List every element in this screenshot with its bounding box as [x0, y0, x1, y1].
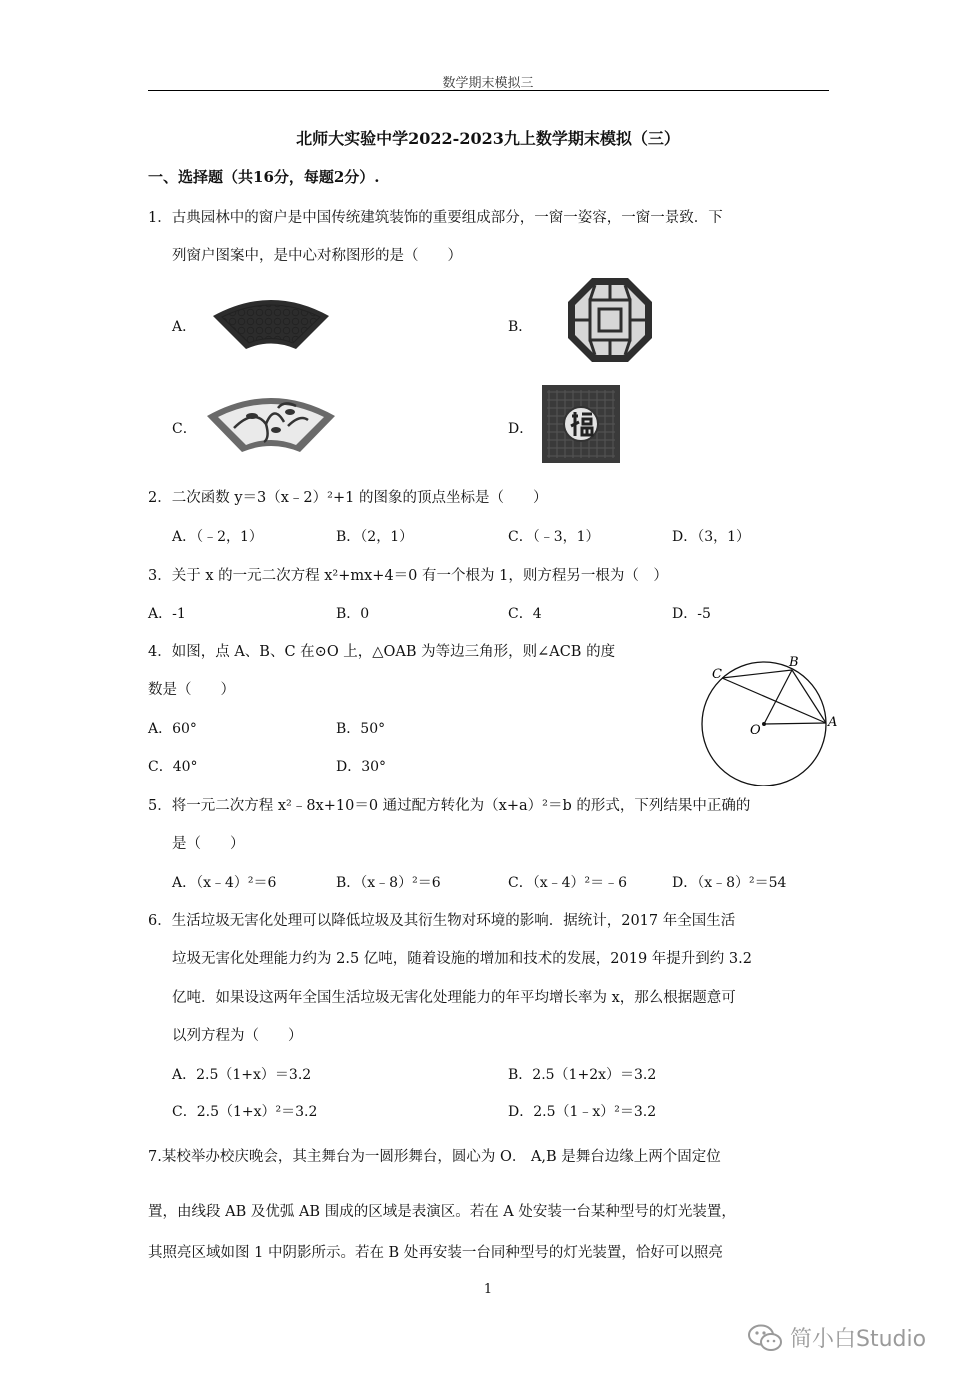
page-number: 1	[483, 1282, 493, 1297]
q1-octagon-window-figure	[566, 276, 654, 364]
q6-option-c: C．2.5（1+x）²＝3.2	[172, 1104, 318, 1120]
q6-line3: 亿吨．如果设这两年全国生活垃圾无害化处理能力的年平均增长率为 x，那么根据题意可	[172, 990, 736, 1006]
q6-option-d: D．2.5（1﹣x）²＝3.2	[508, 1104, 657, 1120]
q1-option-c-label: C．	[172, 421, 197, 437]
label-b: B	[789, 655, 799, 670]
q1-fan-flower-window-figure	[204, 386, 338, 456]
section-heading: 一、选择题（共16分，每题2分）.	[148, 168, 380, 186]
q4-option-d: D．30°	[336, 759, 387, 775]
q5-option-a: A．（x﹣4）²＝6	[172, 875, 277, 891]
q4-circle-figure	[698, 654, 838, 786]
segment-ob	[764, 670, 792, 724]
q5-option-c: C．（x﹣4）²＝﹣6	[508, 875, 628, 891]
paper-title: 北师大实验中学2022-2023九上数学期末模拟（三）	[296, 129, 680, 148]
wechat-icon	[748, 1324, 782, 1352]
q3-option-d: D．-5	[672, 606, 711, 622]
q2-option-a: A．（﹣2，1）	[172, 529, 263, 545]
segment-ca	[722, 678, 826, 723]
q1-option-d-label: D．	[508, 421, 534, 437]
watermark-text: 简小白Studio	[790, 1327, 927, 1352]
center-point	[762, 722, 766, 726]
q6-line4: 以列方程为（ ）	[172, 1028, 303, 1044]
q4-line1: 4．如图，点 A、B、C 在⊙O 上，△OAB 为等边三角形，则∠ACB 的度	[148, 644, 616, 660]
q2-option-d: D．（3，1）	[672, 529, 751, 545]
q2-option-c: C．（﹣3，1）	[508, 529, 600, 545]
q3-option-c: C．4	[508, 606, 542, 622]
q1-line2: 列窗户图案中，是中心对称图形的是（ ）	[172, 248, 462, 264]
q4-option-b: B．50°	[336, 721, 386, 737]
q7-line1: 7.某校举办校庆晚会，其主舞台为一圆形舞台，圆心为 O． A,B 是舞台边缘上两个固定位	[148, 1149, 721, 1165]
label-o: O	[750, 723, 761, 738]
q1-line1: 1．古典园林中的窗户是中国传统建筑装饰的重要组成部分，一窗一姿容，一窗一景致．下	[148, 210, 723, 226]
q4-option-a: A．60°	[148, 721, 197, 737]
q5-line2: 是（ ）	[172, 836, 245, 852]
q6-option-b: B．2.5（1+2x）＝3.2	[508, 1067, 657, 1083]
segment-oa	[764, 723, 826, 724]
q5-line1: 5．将一元二次方程 x²﹣8x+10＝0 通过配方转化为（x+a）²＝b 的形式，下列结果中正确的	[148, 798, 751, 814]
q3-question: 3．关于 x 的一元二次方程 x²+mx+4＝0 有一个根为 1，则方程另一根为（ ）	[148, 568, 668, 584]
q6-line2: 垃圾无害化处理能力约为 2.5 亿吨，随着设施的增加和技术的发展，2019 年提升到约 3.2	[172, 951, 752, 967]
q3-option-b: B．0	[336, 606, 370, 622]
q3-option-a: A．-1	[148, 606, 186, 622]
q1-option-a-label: A．	[172, 319, 197, 335]
watermark	[748, 1322, 926, 1353]
header-rule	[148, 90, 829, 91]
q1-square-fu-window-figure	[541, 384, 621, 464]
q4-option-c: C．40°	[148, 759, 198, 775]
q1-option-b-label: B．	[508, 319, 533, 335]
q2-question: 2．二次函数 y＝3（x﹣2）²+1 的图象的顶点坐标是（ ）	[148, 490, 548, 506]
running-header: 数学期末模拟三	[442, 76, 534, 91]
q2-option-b: B．（2，1）	[336, 529, 414, 545]
q7-line2: 置，由线段 AB 及优弧 AB 围成的区域是表演区。若在 A 处安装一台某种型号的灯光装置，	[148, 1204, 736, 1220]
q5-option-d: D．（x﹣8）²＝54	[672, 875, 787, 891]
q6-option-a: A．2.5（1+x）＝3.2	[172, 1067, 312, 1083]
label-a: A	[828, 715, 838, 730]
q4-line2: 数是（ ）	[148, 682, 235, 698]
q7-line3: 其照亮区域如图 1 中阴影所示。若在 B 处再安装一台同种型号的灯光装置，恰好可以照亮	[148, 1245, 723, 1261]
label-c: C	[712, 667, 722, 682]
q1-fan-lattice-window-figure	[210, 290, 332, 352]
q6-line1: 6．生活垃圾无害化处理可以降低垃圾及其衍生物对环境的影响．据统计，2017 年全国生活	[148, 913, 736, 929]
q5-option-b: B．（x﹣8）²＝6	[336, 875, 441, 891]
